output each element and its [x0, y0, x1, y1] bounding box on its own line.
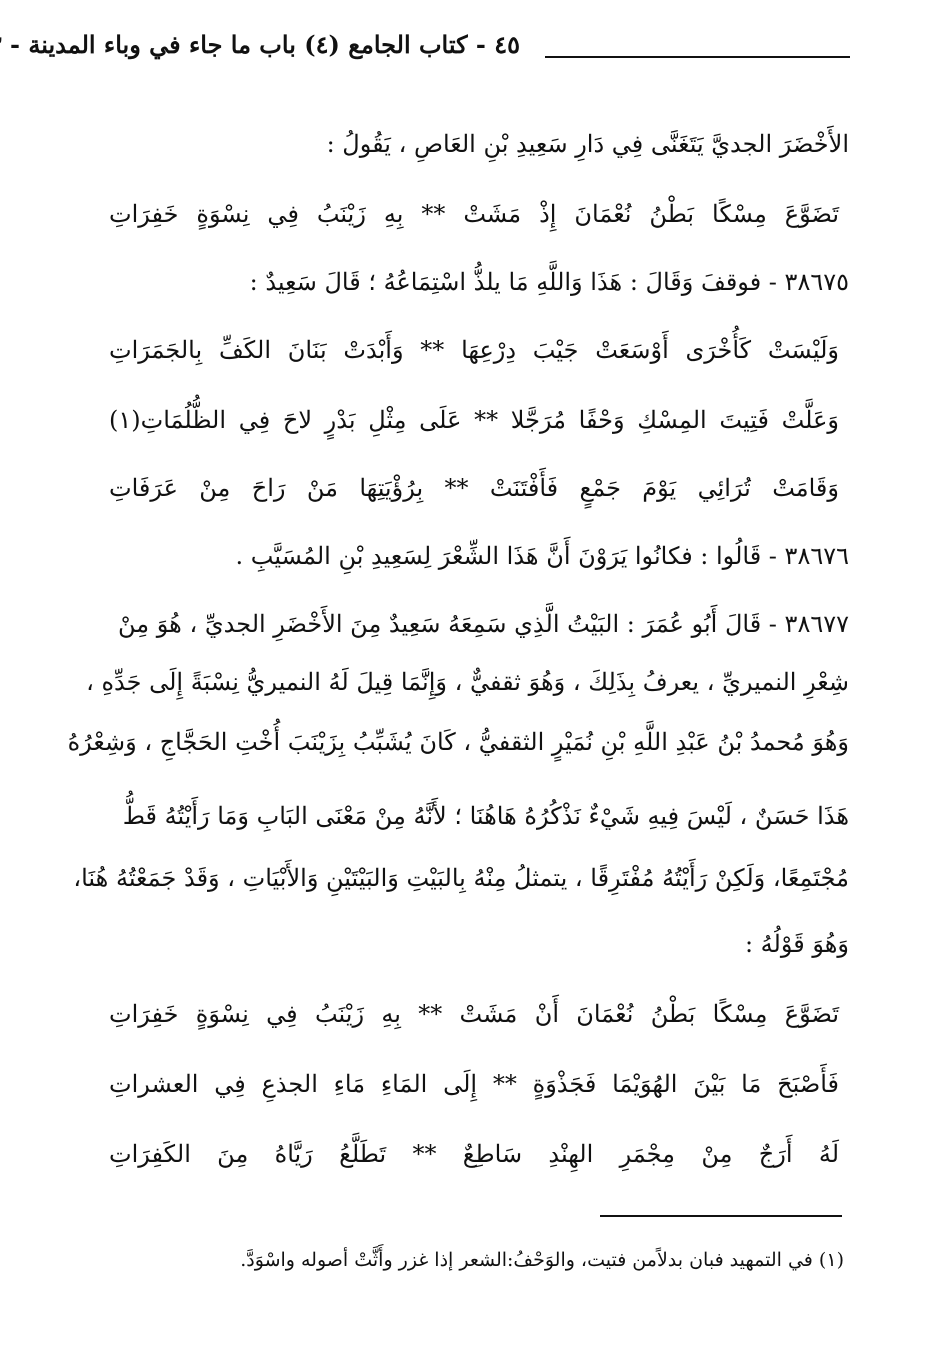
- footnote: (١) في التمهيد فبان بدلاًمن فتيت، والوَحْفُ:الشعر إذا غزر وأَثَّتْ أصوله واسْوَدَّ.: [240, 1249, 844, 1271]
- header-rule: [545, 56, 850, 58]
- running-header: [10, 28, 850, 68]
- verse-line-5: تَضَوَّعَ مِسْكًا بَطْنُ نُعْمَانَ أَنْ مَشَتْ ** بِهِ زَيْنَبُ فِي نِسْوَةٍ خَفِرَاتِ: [109, 1000, 839, 1028]
- header-title: ٤٥ - كتاب الجامع (٤) باب ما جاء في وباء المدينة -: [10, 30, 520, 59]
- text-line-6: وَهُوَ مُحمدُ بْنُ عَبْدِ اللَّهِ بْنِ نُمَيْرٍ الثقفيُّ ، كَانَ يُشَبِّبُ بِزَيْنَبَ أُخْتِ الحَجَّاجِ ، وَشِعْرُهُ: [67, 728, 849, 756]
- verse-line-3: وَعَلَّتْ فَتِيتَ المِسْكِ وَحْفًا مُرَجَّلا ** عَلَى مِثْلِ بَدْرٍ لاحَ فِي الظُّلُمَاتِ(١): [109, 406, 839, 434]
- text-line-2: ٣٨٦٧٥ - فوقفَ وَقَالَ : هَذَا وَاللَّهِ مَا يلذُّ اسْتِمَاعُهُ ؛ قَالَ سَعِيدٌ :: [249, 268, 849, 296]
- text-line-4: ٣٨٦٧٧ - قَالَ أَبُو عُمَرَ : البَيْتُ الَّذِي سَمِعَهُ سَعِيدٌ مِنَ الأَخْضَرِ الجديِّ ، هُوَ مِنْ: [118, 610, 849, 638]
- verse-line-6: فَأَصْبَحَ مَا بَيْنَ الهُوَيْمَا فَجَذْوَةٍ ** إِلَى المَاءِ مَاءِ الجذعِ فِي العشراتِ: [109, 1070, 839, 1098]
- footnote-rule: [600, 1215, 842, 1217]
- text-line-3: ٣٨٦٧٦ - قَالُوا : فكانُوا يَرَوْنَ أَنَّ هَذَا الشِّعْرَ لِسَعِيدِ بْنِ المُسَيَّبِ .: [235, 542, 849, 570]
- text-line-1: الأَخْضَرَ الجديَّ يَتَغَنَّى فِي دَارِ سَعِيدِ بْنِ العَاصِ ، يَقُولُ :: [326, 130, 849, 158]
- text-line-9: وَهُوَ قَوْلُهُ :: [744, 930, 849, 958]
- text-line-7: هَذَا حَسَنٌ ، لَيْسَ فِيهِ شَيْءٌ نَذْكُرُهُ هَاهُنَا ؛ لأَنَّهُ مِنْ مَعْنَى البَابِ وَمَا رَأَيْتُهُ قَطُّ: [122, 802, 849, 830]
- verse-line-2: وَلَيْسَتْ كَأُخْرَى أَوْسَعَتْ جَيْبَ دِرْعِهَا ** وَأَبْدَتْ بَنَانَ الكَفِّ بِالجَمَرَاتِ: [109, 336, 839, 364]
- verse-line-4: وَقَامَتْ تُرَائِي يَوْمَ جَمْعٍ فَأَفْتَنَتْ ** بِرُؤْيَتِهَا مَنْ رَاحَ مِنْ عَرَفَاتِ: [109, 474, 839, 502]
- verse-line-1: تَضَوَّعَ مِسْكًا بَطْنُ نُعْمَانَ إِذْ مَشَتْ ** بِهِ زَيْنَبُ فِي نِسْوَةٍ خَفِرَاتِ: [109, 200, 839, 228]
- text-line-5: شِعْرِ النميريِّ ، يعرفُ بِذَلِكَ ، وَهُوَ ثقفيٌّ ، وَإِنَّمَا قِيلَ لَهُ النميريُّ نِسْبَةً إِلَى جَدِّهِ ،: [86, 668, 849, 696]
- verse-line-7: لَهُ أَرَجٌ مِنْ مِجْمَرِ الهِنْدِ سَاطِعٌ ** تَطَلَّعُ رَيَّاهُ مِنَ الكَفِرَاتِ: [109, 1140, 839, 1168]
- text-line-8: مُجْتَمِعًا، وَلَكِنْ رَأَيْتُهُ مُفْتَرِقًا ، يتمثلُ مِنْهُ بِالبَيْتِ وَالبَيْتَيْنِ وَالأَبْيَاتِ ، وَقَدْ جَمَعْتُهُ هُنَا،: [73, 864, 849, 892]
